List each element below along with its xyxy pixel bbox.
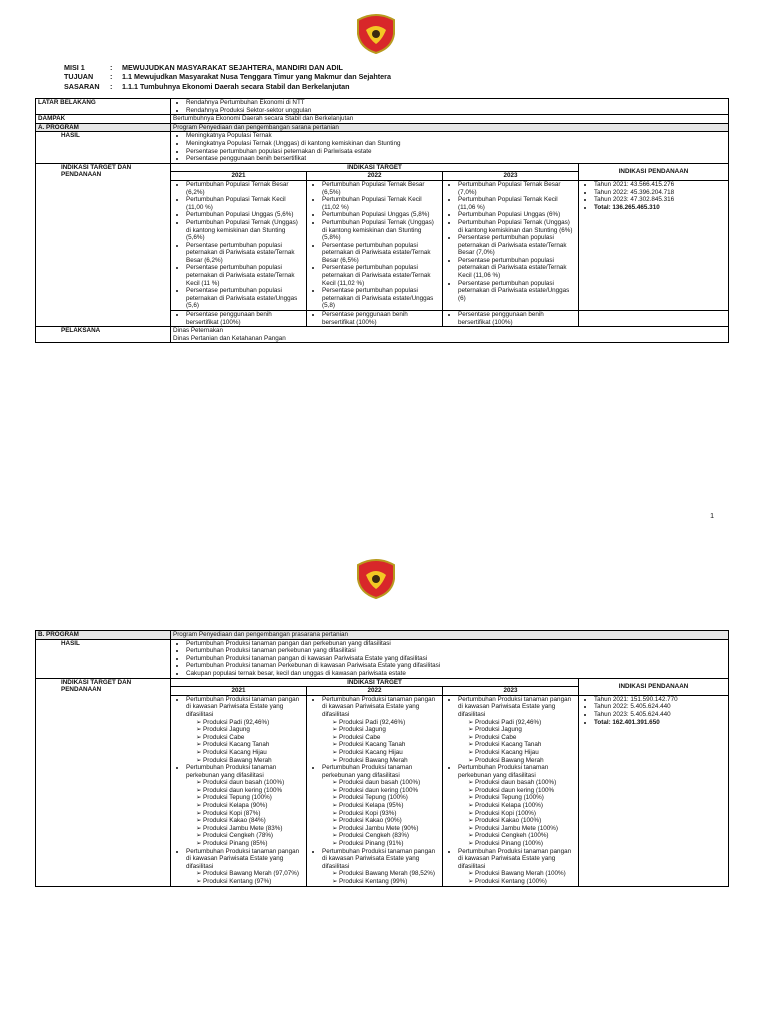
header-key: MISI 1 [64, 63, 85, 72]
list-item: ➢ Produksi Kelapa (95%) [332, 802, 440, 810]
list-item: ➢ Produksi Jambu Mete (100%) [468, 825, 576, 833]
list-item: • Persentase pertumbuhan populasi peternakan di Pariwisata estate/Unggas (5,6) [186, 287, 304, 310]
list-item: • Pertumbuhan Populasi Ternak Kecil (11,06 %) [458, 196, 576, 211]
indikasi-pendanaan-heading: INDIKASI PENDANAAN [579, 163, 729, 180]
list-item: ➢ Produksi Padi (92,46%) [196, 719, 304, 727]
list-item: • Rendahnya Pertumbuhan Ekonomi di NTT [186, 99, 726, 107]
list-item: ➢ Produksi Kopi (93%) [332, 810, 440, 818]
dampak-label: DAMPAK [36, 115, 171, 124]
header-value: MEWUJUDKAN MASYARAKAT SEJAHTERA, MANDIRI DAN ADIL [122, 63, 343, 72]
list-item: • Persentase pertumbuhan populasi peternakan di Pariwisata estate [186, 148, 726, 156]
header-key: TUJUAN [64, 72, 94, 82]
hasil-label: HASIL [36, 639, 171, 678]
year-2022: 2022 [307, 687, 443, 696]
list-item: ➢ Produksi Bawang Merah [468, 757, 576, 765]
list-item: • Pertumbuhan Populasi Ternak Besar (7,0%) [458, 181, 576, 196]
list-item: • Pertumbuhan Populasi Ternak Kecil (11,02 %) [322, 196, 440, 211]
list-item: ➢ Produksi Cengkeh (100%) [468, 832, 576, 840]
page-number: 1 [710, 513, 714, 520]
target-head: Pertumbuhan Produksi tanaman perkebunan yang difasilitasi [458, 764, 549, 779]
program-label: B. PROGRAM [36, 631, 171, 640]
list-item: ➢ Produksi daun kering (100% [468, 787, 576, 795]
list-item: • Tahun 2021: 43.566.415.276 [594, 181, 726, 189]
page-2-logo [354, 557, 398, 599]
list-item: ➢ Produksi Kelapa (90%) [196, 802, 304, 810]
target-head: Pertumbuhan Produksi tanaman perkebunan yang difasilitasi [186, 764, 277, 779]
list-item: ➢ Produksi daun kering (100% [196, 787, 304, 795]
list-item: ➢ Produksi Kacang Tanah [468, 741, 576, 749]
target-head: Pertumbuhan Produksi tanaman perkebunan yang difasilitasi [322, 764, 413, 779]
target-head: Pertumbuhan Produksi tanaman pangan di kawasan Pariwisata Estate yang difasilitasi [186, 847, 300, 870]
list-item: • Tahun 2021: 151.590.142.770 [594, 696, 726, 704]
benih-2021 [171, 311, 307, 327]
list-item: • Tahun 2023: 47.302.845.316 [594, 196, 726, 204]
list-item: ➢ Produksi Kacang Hijau [468, 749, 576, 757]
list-item: • Persentase penggunaan benih bersertifikat (100%) [322, 311, 440, 326]
list-item: ➢ Produksi Jambu Mete (90%) [332, 825, 440, 833]
year-2023: 2023 [443, 687, 579, 696]
list-item: ➢ Produksi Cengkeh (83%) [332, 832, 440, 840]
list-item: • Persentase pertumbuhan populasi peternakan di Pariwisata estate/Ternak Kecil (11,02 %) [322, 264, 440, 287]
benih-2022 [307, 311, 443, 327]
list-item: ➢ Produksi Padi (92,46%) [332, 719, 440, 727]
list-item: • Pertumbuhan Populasi Unggas (6%) [458, 211, 576, 219]
pelaksana-cell [171, 327, 729, 343]
list-item: ➢ Produksi Kacang Hijau [332, 749, 440, 757]
list-item: • Persentase pertumbuhan populasi peternakan di Pariwisata estate/Ternak Besar (6,2%) [186, 242, 304, 265]
list-item: • Pertumbuhan Produksi tanaman pangan di kawasan Pariwisata Estate yang difasilitasi [186, 655, 726, 663]
list-item: ➢ Produksi daun basah (100%) [468, 779, 576, 787]
list-item: ➢ Produksi Bawang Merah [332, 757, 440, 765]
target-head: Pertumbuhan Produksi tanaman pangan di kawasan Pariwisata Estate yang difasilitasi [322, 695, 436, 718]
benih-2023 [443, 311, 579, 327]
list-item: ➢ Produksi Kakao (90%) [332, 817, 440, 825]
list-item: • Pertumbuhan Populasi Unggas (5,8%) [322, 211, 440, 219]
list-item: • Pertumbuhan Populasi Ternak Besar (6,5%) [322, 181, 440, 196]
list-item: ➢ Produksi Bawang Merah (98,52%) [332, 870, 440, 878]
list-item: • Cakupan populasi ternak besar, kecil dan unggas di kawasan pariwisata estate [186, 670, 726, 678]
year-2021: 2021 [171, 687, 307, 696]
list-item: ➢ Produksi daun basah (100%) [332, 779, 440, 787]
list-item: ➢ Produksi Kacang Tanah [332, 741, 440, 749]
list-item: • Persentase pertumbuhan populasi peternakan di Pariwisata estate/Ternak Besar (6,5%) [322, 242, 440, 265]
pendanaan-cell [579, 180, 729, 310]
target-2021 [171, 695, 307, 886]
list-item: • Tahun 2022: 45.396.204.718 [594, 189, 726, 197]
program-text: Program Penyediaan dan pengembangan prasarana pertanian [171, 631, 729, 640]
list-item: • Persentase penggunaan benih bersertifikat [186, 155, 726, 163]
year-2022: 2022 [307, 172, 443, 181]
list-item: • Persentase penggunaan benih bersertifikat (100%) [458, 311, 576, 326]
list-item: • Meningkatnya Populasi Ternak (Unggas) di kantong kemiskinan dan Stunting [186, 140, 726, 148]
list-item: ➢ Produksi Cengkeh (78%) [196, 832, 304, 840]
list-item: • Pertumbuhan Populasi Unggas (5,6%) [186, 211, 304, 219]
list-item: ➢ Produksi Cabe [196, 734, 304, 742]
list-item: ➢ Produksi Kelapa (100%) [468, 802, 576, 810]
list-item: • Pertumbuhan Populasi Ternak Besar (6,2%) [186, 181, 304, 196]
list-item: • Pertumbuhan Produksi tanaman perkebunan yang difasilitasi [186, 647, 726, 655]
list-item: ➢ Produksi Cabe [332, 734, 440, 742]
hasil-label: HASIL [36, 132, 171, 163]
list-item: ➢ Produksi Kopi (87%) [196, 810, 304, 818]
list-item: ➢ Produksi Tepung (100%) [196, 794, 304, 802]
pendanaan-cell [579, 695, 729, 886]
list-item: ➢ Produksi Jagung [332, 726, 440, 734]
pelaksana-item: Dinas Peternakan [173, 327, 224, 335]
list-item: ➢ Produksi Kakao (84%) [196, 817, 304, 825]
list-item: ➢ Produksi Kentang (100%) [468, 878, 576, 886]
list-item: ➢ Produksi daun kering (100% [332, 787, 440, 795]
header-key: SASARAN [64, 81, 100, 91]
target-head: Pertumbuhan Produksi tanaman pangan di kawasan Pariwisata Estate yang difasilitasi [322, 847, 436, 870]
list-item: ➢ Produksi Padi (92,46%) [468, 719, 576, 727]
target-2023 [443, 695, 579, 886]
list-item: ➢ Produksi Pinang (85%) [196, 840, 304, 848]
year-2023: 2023 [443, 172, 579, 181]
target-head: Pertumbuhan Produksi tanaman pangan di kawasan Pariwisata Estate yang difasilitasi [458, 847, 572, 870]
itp-label: INDIKASI TARGET DAN PENDANAAN [36, 163, 171, 326]
list-item: ➢ Produksi Bawang Merah [196, 757, 304, 765]
pelaksana-item: Dinas Pertanian dan Ketahanan Pangan [173, 334, 286, 342]
list-item: • Persentase penggunaan benih bersertifikat (100%) [186, 311, 304, 326]
latar-label: LATAR BELAKANG [36, 99, 171, 115]
list-item: • Rendahnya Produksi Sektor-sektor unggulan [186, 107, 726, 115]
header-value: 1.1.1 Tumbuhnya Ekonomi Daerah secara Stabil dan Berkelanjutan [122, 81, 350, 91]
indikasi-target-heading: INDIKASI TARGET [171, 163, 579, 172]
list-item: • Pertumbuhan Populasi Ternak (Unggas) di kantong kemiskinan dan Stunting (5,6%) [186, 219, 304, 242]
list-item: • Persentase pertumbuhan populasi peternakan di Pariwisata estate/Ternak Kecil (11 %) [186, 264, 304, 287]
list-item: ➢ Produksi Jagung [196, 726, 304, 734]
list-item: ➢ Produksi Tepung (100%) [468, 794, 576, 802]
page-1-logo [354, 12, 398, 54]
list-item: ➢ Produksi daun basah (100%) [196, 779, 304, 787]
list-item: • Pertumbuhan Produksi tanaman Perkebunan di kawasan Pariwisata Estate yang difasilitasi [186, 662, 726, 670]
target-2023 [443, 180, 579, 310]
list-item: • Tahun 2023: 5.405.624.440 [594, 711, 726, 719]
list-item: • Tahun 2022: 5.405.624.440 [594, 703, 726, 711]
list-item: • Pertumbuhan Produksi tanaman pangan dan perkebunan yang difasilitasi [186, 640, 726, 648]
list-item: ➢ Produksi Pinang (91%) [332, 840, 440, 848]
target-2021 [171, 180, 307, 310]
pendanaan-total: • Total: 136.265.465.310 [594, 204, 726, 212]
page-1-header: MISI 1 : MEWUJUDKAN MASYARAKAT SEJAHTERA, MANDIRI DAN ADIL TUJUAN : 1.1 Mewujudkan Masyarakat Nusa Tenggara Timur yang Makmur dan Sejahtera SASARAN : 1.1.1 Tumbuhnya Ekonomi Daerah secara Stabil dan Berkelanjutan [64, 63, 391, 91]
list-item: ➢ Produksi Bawang Merah (100%) [468, 870, 576, 878]
list-item: • Persentase pertumbuhan populasi peternakan di Pariwisata estate/Ternak Besar (7,0%) [458, 234, 576, 257]
list-item: • Pertumbuhan Populasi Ternak (Unggas) di kantong kemiskinan dan Stunting (5,8%) [322, 219, 440, 242]
page-2-table [35, 630, 729, 887]
program-text: Program Penyediaan dan pengembangan sarana pertanian [171, 123, 729, 132]
dampak-text: Bertumbuhnya Ekonomi Daerah secara Stabil dan Berkelanjutan [171, 115, 729, 124]
list-item: ➢ Produksi Pinang (100%) [468, 840, 576, 848]
list-item: • Pertumbuhan Populasi Ternak Kecil (11,00 %) [186, 196, 304, 211]
pendanaan-total: • Total: 162.401.391.650 [594, 719, 726, 727]
program-label: A. PROGRAM [36, 123, 171, 132]
list-item: • Pertumbuhan Populasi Ternak (Unggas) di kantong kemiskinan dan Stunting (6%) [458, 219, 576, 234]
list-item: ➢ Produksi Bawang Merah (97,07%) [196, 870, 304, 878]
hasil-cell [171, 132, 729, 163]
page-1-table [35, 98, 729, 343]
list-item: • Persentase pertumbuhan populasi peternakan di Pariwisata estate/Unggas (6) [458, 280, 576, 303]
hasil-cell [171, 639, 729, 678]
itp-label: INDIKASI TARGET DAN PENDANAAN [36, 678, 171, 886]
list-item: ➢ Produksi Kacang Tanah [196, 741, 304, 749]
list-item: ➢ Produksi Kentang (97%) [196, 878, 304, 886]
list-item: ➢ Produksi Jagung [468, 726, 576, 734]
indikasi-pendanaan-heading: INDIKASI PENDANAAN [579, 678, 729, 695]
list-item: ➢ Produksi Cabe [468, 734, 576, 742]
indikasi-target-heading: INDIKASI TARGET [171, 678, 579, 687]
target-2022 [307, 695, 443, 886]
list-item: • Persentase pertumbuhan populasi peternakan di Pariwisata estate/Ternak Kecil (11,06 %) [458, 257, 576, 280]
list-item: ➢ Produksi Kentang (99%) [332, 878, 440, 886]
target-head: Pertumbuhan Produksi tanaman pangan di kawasan Pariwisata Estate yang difasilitasi [186, 695, 300, 718]
header-value: 1.1 Mewujudkan Masyarakat Nusa Tenggara Timur yang Makmur dan Sejahtera [122, 72, 391, 82]
target-head: Pertumbuhan Produksi tanaman pangan di kawasan Pariwisata Estate yang difasilitasi [458, 695, 572, 718]
list-item: ➢ Produksi Kopi (100%) [468, 810, 576, 818]
list-item: ➢ Produksi Jambu Mete (83%) [196, 825, 304, 833]
empty-cell [579, 311, 729, 327]
target-2022 [307, 180, 443, 310]
year-2021: 2021 [171, 172, 307, 181]
list-item: • Meningkatnya Populasi Ternak [186, 132, 726, 140]
list-item: ➢ Produksi Tepung (100%) [332, 794, 440, 802]
pelaksana-label: PELAKSANA [36, 327, 171, 343]
list-item: ➢ Produksi Kacang Hijau [196, 749, 304, 757]
latar-cell [171, 99, 729, 115]
list-item: • Persentase pertumbuhan populasi peternakan di Pariwisata estate/Unggas (5,8) [322, 287, 440, 310]
list-item: ➢ Produksi Kakao (100%) [468, 817, 576, 825]
